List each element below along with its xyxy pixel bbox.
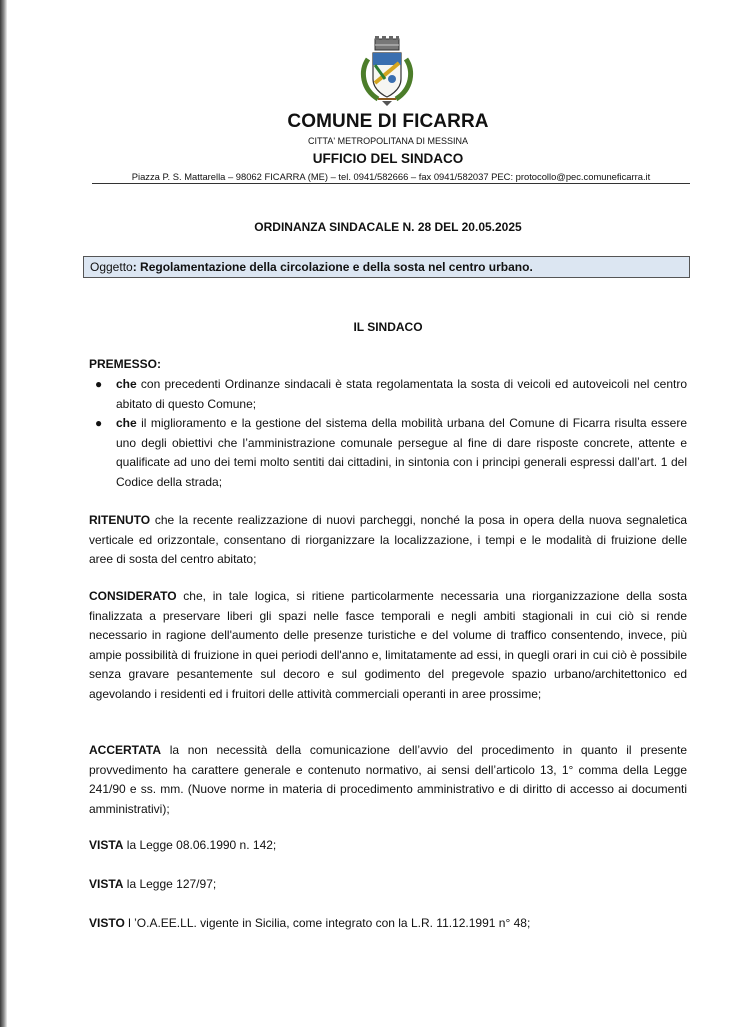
visto-lead: VISTO [89,916,125,930]
visto-text: l ’O.A.EE.LL. vigente in Sicilia, come integrato con la L.R. 11.12.1991 n° 48; [124,916,531,930]
vista-lead: VISTA [89,877,124,891]
office-name: UFFICIO DEL SINDACO [312,151,464,166]
ritenuto-text: che la recente realizzazione di nuovi parcheggi, nonché la posa in opera della nuova segnaletica verticale ed orizzontale, consentano di riorganizzare la localizzazione, i tempi e le modalità di fruizione delle aree di sosta del centro abitato; [89,513,687,566]
vista-lead: VISTA [89,838,124,852]
considerato-text: che, in tale logica, si ritiene particolarmente necessaria una riorganizzazione della sosta finalizzata a preservare liberi gli spazi nelle fasce temporali e negli ambiti stagionali in cui ciò si rende necessario in ragione dell'aumento delle presenze turistiche e del volume di traffico consentendo, invece, più ampie possibilità di fruizione in quei periodi dell'anno e, limitatamente ad essi, in quegli orari in cui ciò è possibile senza gravare pesantemente sul decoro e sul godimento del pregevole spazio urbano/architettonico ed agevolando i residenti ed i fruitori delle attività commerciali operanti in aree prossime; [89,589,687,701]
visto-paragraph [89,914,687,934]
premesso-item-lead: che [116,377,137,391]
subject-box [83,256,690,278]
considerato-paragraph [89,587,687,704]
vista-text: la Legge 08.06.1990 n. 142; [123,838,277,852]
premesso-item-lead: che [116,416,137,430]
bullet-icon: ● [95,377,103,391]
ordinance-title: ORDINANZA SINDACALE N. 28 DEL 20.05.2025 [254,220,522,234]
address-line: Piazza P. S. Mattarella – 98062 FICARRA (ME) – tel. 0941/582666 – fax 0941/582037 PEC: protocollo@pec.comuneficarra.it [92,171,690,184]
accertata-text: la non necessità della comunicazione dell’avvio del procedimento in quanto il presente provvedimento ha carattere generale e contenuto normativo, ai sensi dell’articolo 13, 1° comma della Legge 241/90 e ss. mm. (Nuove norme in materia di procedimento amministrativo e di diritto di accesso ai documenti amministrativi); [89,743,687,816]
premesso-item-text: il miglioramento e la gestione del sistema della mobilità urbana del Comune di Ficarra risulta essere uno degli obiettivi che l’amministrazione comunale persegue al fine di dare risposte concrete, attente e qualificate ad uno dei temi molto sentiti dai cittadini, in sintonia con i principi generali espressi dall’art. 1 del Codice della strada; [116,416,687,489]
considerato-lead: CONSIDERATO [89,589,177,603]
bullet-icon: ● [95,416,103,430]
subject-text: : Regolamentazione della circolazione e della sosta nel centro urbano. [132,260,533,274]
ritenuto-paragraph [89,511,687,570]
ritenuto-lead: RITENUTO [89,513,151,527]
premesso-item-text: con precedenti Ordinanze sindacali è stata regolamentata la sosta di veicoli ed autoveicoli nel centro abitato di questo Comune; [116,377,687,411]
vista-paragraph [89,836,687,856]
premesso-item [116,414,687,492]
accertata-paragraph [89,741,687,819]
vista-text: la Legge 127/97; [123,877,217,891]
premesso-label: PREMESSO: [89,357,162,371]
premesso-item [116,375,687,414]
accertata-lead: ACCERTATA [89,743,161,757]
vista-paragraph [89,875,687,895]
subject-label: Oggetto [90,260,133,274]
municipality-name: COMUNE DI FICARRA [287,111,489,132]
section-heading: IL SINDACO [353,320,423,334]
metropolitan-city: CITTA' METROPOLITANA DI MESSINA [308,136,468,146]
coat-of-arms-icon [358,35,416,107]
